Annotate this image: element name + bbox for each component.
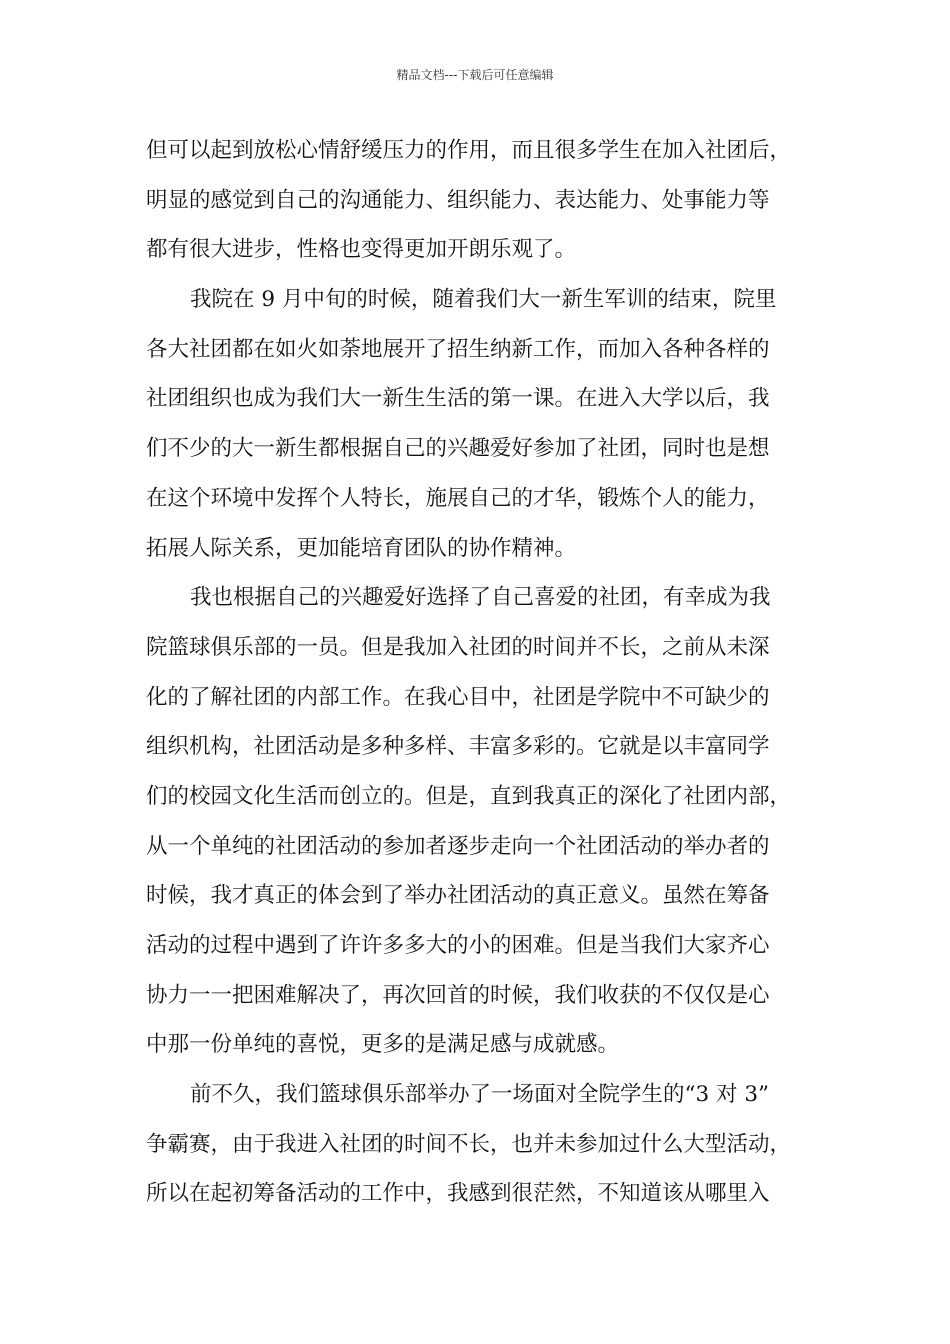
page-header: 精品文档---下载后可任意编辑 bbox=[396, 68, 554, 82]
paragraph bbox=[146, 275, 811, 573]
text-line: 院篮球俱乐部的一员。但是我加入社团的时间并不长，之前从未深 bbox=[146, 634, 770, 660]
text-line: 们不少的大一新生都根据自己的兴趣爱好参加了社团，同时也是想 bbox=[146, 436, 770, 462]
text-line: 中那一份单纯的喜悦，更多的是满足感与成就感。 bbox=[146, 1032, 620, 1058]
text-line: 协力一一把困难解决了，再次回首的时候，我们收获的不仅仅是心 bbox=[146, 982, 770, 1008]
text-line: 们的校园文化生活而创立的。但是，直到我真正的深化了社团内部， bbox=[146, 783, 792, 809]
text-line: 但可以起到放松心情舒缓压力的作用，而且很多学生在加入社团后， bbox=[146, 138, 792, 163]
paragraph bbox=[146, 126, 811, 275]
text-line: 明显的感觉到自己的沟通能力、组织能力、表达能力、处事能力等 bbox=[146, 187, 770, 213]
text-line: 前不久，我们篮球俱乐部举办了一场面对全院学生的“3 对 3” bbox=[190, 1082, 770, 1108]
text-line: 各大社团都在如火如荼地展开了招生纳新工作，而加入各种各样的 bbox=[146, 336, 770, 362]
paragraph bbox=[146, 573, 811, 1070]
text-line: 从一个单纯的社团活动的参加者逐步走向一个社团活动的举办者的 bbox=[146, 833, 770, 859]
text-line: 我也根据自己的兴趣爱好选择了自己喜爱的社团，有幸成为我 bbox=[190, 585, 771, 611]
text-line: 拓展人际关系，更加能培育团队的协作精神。 bbox=[146, 535, 577, 561]
text-line: 时候，我才真正的体会到了举办社团活动的真正意义。虽然在筹备 bbox=[146, 883, 770, 909]
document-body bbox=[146, 126, 811, 1219]
text-line: 都有很大进步，性格也变得更加开朗乐观了。 bbox=[146, 237, 577, 263]
paragraph bbox=[146, 1070, 811, 1219]
text-line: 我院在 9 月中旬的时候，随着我们大一新生军训的结束，院里 bbox=[190, 287, 777, 313]
text-line: 争霸赛，由于我进入社团的时间不长，也并未参加过什么大型活动， bbox=[146, 1131, 792, 1157]
text-line: 组织机构，社团活动是多种多样、丰富多彩的。它就是以丰富同学 bbox=[146, 734, 770, 760]
text-line: 化的了解社团的内部工作。在我心目中，社团是学院中不可缺少的 bbox=[146, 684, 770, 710]
text-line: 所以在起初筹备活动的工作中，我感到很茫然，不知道该从哪里入 bbox=[146, 1181, 770, 1207]
text-line: 在这个环境中发挥个人特长，施展自己的才华，锻炼个人的能力， bbox=[146, 485, 770, 511]
text-line: 社团组织也成为我们大一新生生活的第一课。在进入大学以后，我 bbox=[146, 386, 770, 412]
text-line: 活动的过程中遇到了许许多多大的小的困难。但是当我们大家齐心 bbox=[146, 933, 770, 958]
